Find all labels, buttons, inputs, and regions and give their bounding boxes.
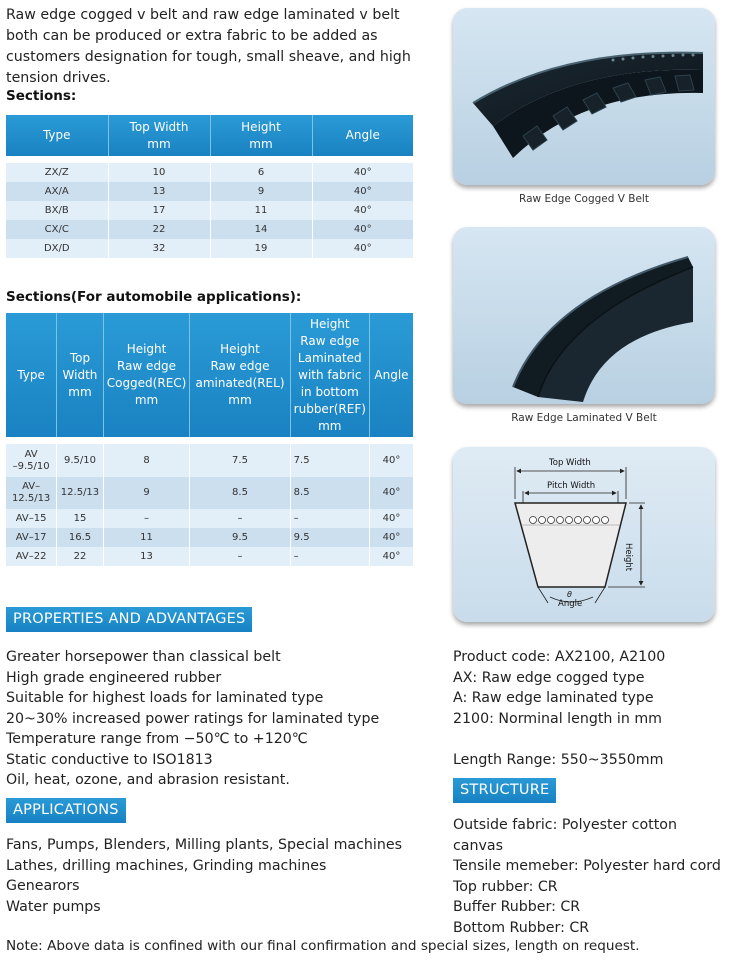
- intro-paragraph: Raw edge cogged v belt and raw edge laminated v belt both can be produced or extra fabric to be added as customers designation for tough, small sheave, and high tension drives.: [6, 7, 411, 86]
- col-header: Height Raw edge aminated(REL) mm: [190, 313, 290, 437]
- sections-table: [6, 115, 413, 258]
- list-item: Static conductive to ISO1813: [6, 751, 213, 768]
- col-header: Type: [6, 313, 57, 437]
- applications-heading: APPLICATIONS: [6, 798, 126, 823]
- angle-label: Angle: [558, 599, 583, 609]
- list-item: 20~30% increased power ratings for laminated type: [6, 710, 380, 727]
- cell: AV– 12.5/13: [6, 477, 57, 509]
- pitch-width-label: Pitch Width: [547, 481, 596, 491]
- list-item: A: Raw edge laminated type: [453, 690, 654, 706]
- cell: 13: [108, 182, 210, 201]
- table-row: [6, 182, 413, 201]
- cell: 9: [103, 477, 190, 509]
- list-item: Water pumps: [6, 898, 101, 915]
- cell: –: [290, 509, 369, 528]
- cell: CX/C: [6, 220, 108, 239]
- cell: 14: [210, 220, 312, 239]
- laminated-belt-photo: [453, 227, 715, 404]
- list-item: Product code: AX2100, A2100: [453, 649, 666, 665]
- table-row: [6, 528, 413, 547]
- list-item: Buffer Rubber: CR: [453, 899, 581, 915]
- cell: 40°: [312, 182, 413, 201]
- footer-note: Note: Above data is confined with our final confirmation and special sizes, length on request.: [6, 938, 640, 954]
- cell: 40°: [369, 444, 413, 477]
- cell: 11: [103, 528, 190, 547]
- top-width-label: Top Width: [549, 458, 591, 468]
- cell: 9.5/10: [57, 444, 103, 477]
- table-row: [6, 220, 413, 239]
- col-header: Type: [6, 115, 108, 156]
- laminated-belt-caption: Raw Edge Laminated V Belt: [511, 412, 657, 424]
- cell: 6: [210, 163, 312, 182]
- table-row: [6, 477, 413, 509]
- cell: 8.5: [290, 477, 369, 509]
- belt-cross-section-icon: [453, 447, 715, 622]
- list-item: Bottom Rubber: CR: [453, 919, 590, 936]
- cogged-belt-photo: [453, 8, 715, 185]
- cell: 7.5: [290, 444, 369, 477]
- list-item: Oil, heat, ozone, and abrasion resistant.: [6, 772, 290, 788]
- theta-label: θ: [567, 590, 572, 599]
- list-item: 2100: Norminal length in mm: [453, 710, 662, 727]
- cell: 40°: [312, 239, 413, 258]
- cell: –: [290, 547, 369, 566]
- table-row: [6, 201, 413, 220]
- product-code-list: [453, 647, 723, 729]
- col-header: Height Raw edge Cogged(REC) mm: [103, 313, 190, 437]
- cell: 19: [210, 239, 312, 258]
- properties-heading: PROPERTIES AND ADVANTAGES: [6, 607, 252, 632]
- list-item: Genearors: [6, 878, 80, 894]
- table-row: [6, 163, 413, 182]
- cell: –: [190, 509, 290, 528]
- cell: 9.5: [290, 528, 369, 547]
- cell: 22: [57, 547, 103, 566]
- applications-list: [6, 835, 436, 917]
- cell: 8.5: [190, 477, 290, 509]
- cell: 40°: [369, 547, 413, 566]
- col-header: Height mm: [210, 115, 312, 156]
- col-header: Height Raw edge Laminated with fabric in bottom rubber(REF) mm: [290, 313, 369, 437]
- cell: ZX/Z: [6, 163, 108, 182]
- list-item: Greater horsepower than classical belt: [6, 649, 281, 665]
- col-header: Top Width mm: [108, 115, 210, 156]
- list-item: Temperature range from −50℃ to +120℃: [6, 731, 308, 747]
- list-item: AX: Raw edge cogged type: [453, 669, 645, 686]
- cell: 40°: [312, 163, 413, 182]
- table-row: [6, 547, 413, 566]
- cell: 32: [108, 239, 210, 258]
- height-label: Height: [623, 543, 633, 572]
- cell: 12.5/13: [57, 477, 103, 509]
- cell: 16.5: [57, 528, 103, 547]
- cell: 40°: [312, 220, 413, 239]
- laminated-belt-icon: [453, 227, 715, 404]
- col-header: Top Width mm: [57, 313, 103, 437]
- cell: –: [103, 509, 190, 528]
- auto-sections-table: [6, 313, 413, 566]
- table-row: [6, 444, 413, 477]
- cell: –: [190, 547, 290, 566]
- length-range: Length Range: 550~3550mm: [453, 752, 664, 768]
- cogged-belt-icon: [453, 8, 715, 185]
- auto-sections-title: Sections(For automobile applications):: [6, 289, 302, 305]
- cell: 11: [210, 201, 312, 220]
- list-item: Lathes, drilling machines, Grinding machines: [6, 857, 327, 874]
- sections-title: Sections:: [6, 88, 77, 104]
- table-row: [6, 509, 413, 528]
- cell: 17: [108, 201, 210, 220]
- cell: 15: [57, 509, 103, 528]
- belt-section-diagram: [453, 447, 715, 622]
- cell: 7.5: [190, 444, 290, 477]
- cell: 10: [108, 163, 210, 182]
- structure-heading: STRUCTURE: [453, 778, 556, 803]
- cogged-belt-caption: Raw Edge Cogged V Belt: [519, 193, 649, 205]
- list-item: Top rubber: CR: [453, 878, 558, 895]
- cell: 8: [103, 444, 190, 477]
- cell: AV–15: [6, 509, 57, 528]
- col-header: Angle: [369, 313, 413, 437]
- cell: BX/B: [6, 201, 108, 220]
- col-header: Angle: [312, 115, 413, 156]
- table-row: [6, 239, 413, 258]
- properties-list: [6, 647, 436, 791]
- cell: 22: [108, 220, 210, 239]
- structure-list: [453, 815, 728, 938]
- list-item: Tensile memeber: Polyester hard cord: [453, 858, 721, 874]
- list-item: Suitable for highest loads for laminated type: [6, 690, 324, 706]
- list-item: Outside fabric: Polyester cotton canvas: [453, 817, 677, 854]
- cell: AV –9.5/10: [6, 444, 57, 477]
- list-item: Fans, Pumps, Blenders, Milling plants, Special machines: [6, 837, 402, 853]
- cell: AV–17: [6, 528, 57, 547]
- cell: 40°: [312, 201, 413, 220]
- list-item: High grade engineered rubber: [6, 669, 222, 686]
- cell: 40°: [369, 477, 413, 509]
- cell: DX/D: [6, 239, 108, 258]
- cell: 13: [103, 547, 190, 566]
- cell: 9: [210, 182, 312, 201]
- cell: 9.5: [190, 528, 290, 547]
- cell: 40°: [369, 509, 413, 528]
- cell: AV–22: [6, 547, 57, 566]
- cell: AX/A: [6, 182, 108, 201]
- cell: 40°: [369, 528, 413, 547]
